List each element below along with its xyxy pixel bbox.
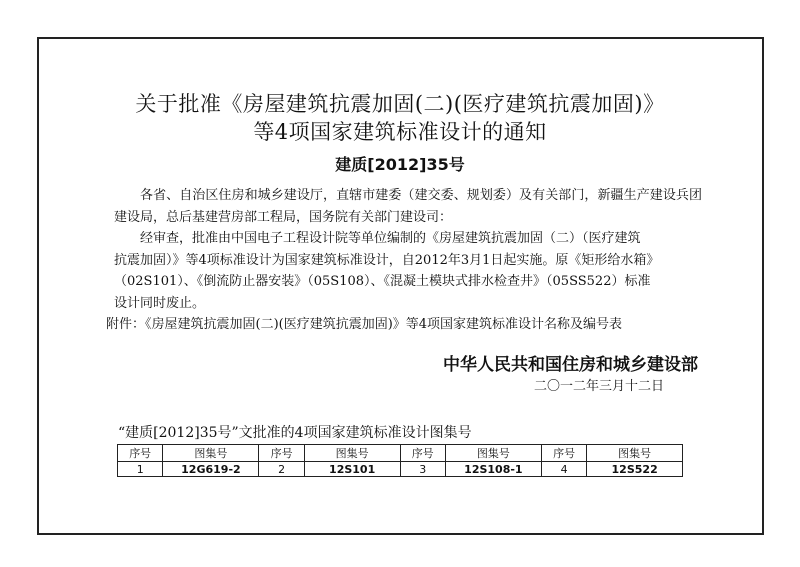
header-no: 序号	[259, 445, 304, 462]
standard-sets-table	[117, 444, 683, 477]
header-code: 图集号	[587, 445, 683, 462]
notice-title-line2: 等4项国家建筑标准设计的通知	[253, 120, 547, 144]
header-code: 图集号	[304, 445, 400, 462]
row-code: 12S101	[304, 462, 400, 477]
header-no: 序号	[118, 445, 163, 462]
table-caption: “建质[2012]35号”文批准的4项国家建筑标准设计图集号	[118, 425, 472, 441]
attachment-line: 附件：《房屋建筑抗震加固(二)(医疗建筑抗震加固)》等4项国家建筑标准设计名称及编号表	[106, 317, 623, 332]
row-code: 12S108-1	[445, 462, 541, 477]
header-code: 图集号	[163, 445, 259, 462]
row-no: 4	[541, 462, 586, 477]
approval-line-1: 经审查，批准由中国电子工程设计院等单位编制的《房屋建筑抗震加固（二）（医疗建筑	[140, 231, 641, 246]
header-no: 序号	[541, 445, 586, 462]
addressee-paragraph: 各省、自治区住房和城乡建设厅，直辖市建委（建交委、规划委）及有关部门，新疆生产建设兵团建设局，总后基建营房部工程局，国务院有关部门建设司：	[114, 188, 702, 225]
issuing-authority: 中华人民共和国住房和城乡建设部	[443, 355, 698, 375]
approval-line-2: 抗震加固）》等4项标准设计为国家建筑标准设计，自2012年3月1日起实施。原《矩形给水箱》	[114, 252, 660, 268]
row-code: 12S522	[587, 462, 683, 477]
notice-body	[106, 185, 702, 336]
issue-date: 二〇一二年三月十二日	[533, 379, 664, 394]
row-no: 3	[400, 462, 445, 477]
row-no: 1	[118, 462, 163, 477]
notice-title-line1: 关于批准《房屋建筑抗震加固(二)(医疗建筑抗震加固)》	[135, 92, 665, 116]
header-code: 图集号	[445, 445, 541, 462]
table-header-row	[118, 445, 683, 462]
table-row	[118, 462, 683, 477]
row-code: 12G619-2	[163, 462, 259, 477]
document-number: 建质[2012]35号	[335, 155, 465, 174]
header-no: 序号	[400, 445, 445, 462]
row-no: 2	[259, 462, 304, 477]
approval-line-3: （02S101）、《倒流防止器安装》（05S108）、《混凝土模块式排水检查井》（05SS522）标准	[114, 274, 651, 289]
approval-line-4: 设计同时废止。	[114, 295, 206, 311]
